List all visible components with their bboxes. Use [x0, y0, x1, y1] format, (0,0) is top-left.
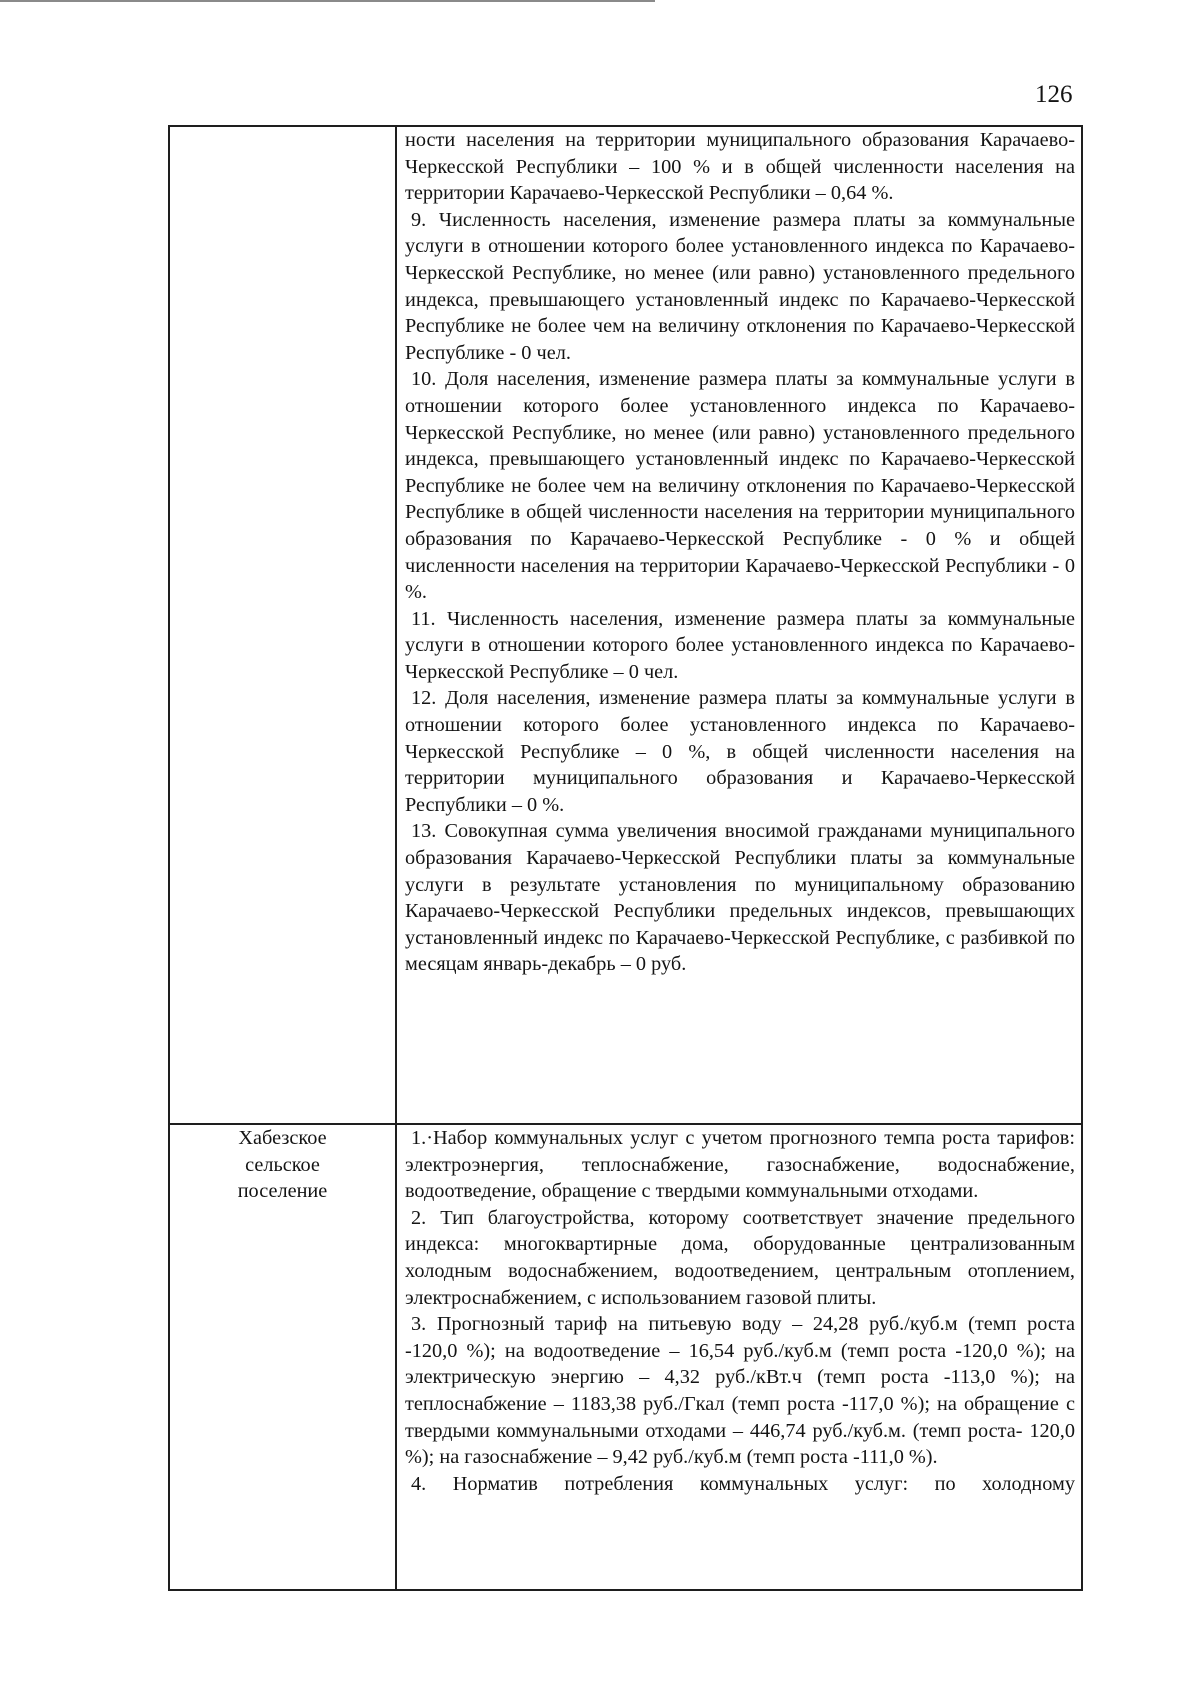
- description-cell: [396, 1124, 1082, 1590]
- page-number: 126: [1035, 81, 1073, 108]
- paragraph: 10. Доля населения, изменение размера платы за коммунальные услуги в отношении которого более установленного индекса по Карачаево-Черкесской Республике, но менее (или равно) установленного предельного индекса, превышающего установленный индекс по Карачаево-Черкесской Республике не более чем на величину отклонения по Карачаево-Черкесской Республике в общей численности населения на территории муниципального образования по Карачаево-Черкесской Республике - 0 % и общей численности населения на территории Карачаево-Черкесской Республики - 0 %.: [405, 368, 1075, 604]
- paragraph: 2. Тип благоустройства, которому соответствует значение предельного индекса: многоквартирные дома, оборудованные централизованным холодным водоснабжением, водоотведением, центральным отоплением, электроснабжением, с использованием газовой плиты.: [405, 1206, 1075, 1309]
- paragraph: ности населения на территории муниципального образования Карачаево-Черкесской Республики – 100 % и в общей численности населения на территории Карачаево-Черкесской Республики – 0,64 %.: [405, 129, 1075, 205]
- table-row: [169, 1124, 1082, 1590]
- indices-table: [168, 125, 1083, 1591]
- paragraph: 12. Доля населения, изменение размера платы за коммунальные услуги в отношении которого более установленного индекса по Карачаево-Черкесской Республике – 0 %, в общей численности населения на территории муниципального образования и Карачаево-Черкесской Республики – 0 %.: [405, 687, 1075, 816]
- table-row: [169, 126, 1082, 1124]
- settlement-name: Хабезское сельское поселение: [237, 1127, 328, 1203]
- paragraph: 11. Численность населения, изменение размера платы за коммунальные услуги в отношении которого более установленного индекса по Карачаево-Черкесской Республике – 0 чел.: [405, 607, 1075, 683]
- paragraph: 4. Норматив потребления коммунальных услуг: по холодному: [411, 1472, 1075, 1495]
- settlement-cell: [169, 1124, 396, 1590]
- paragraph: 3. Прогнозный тариф на питьевую воду – 24,28 руб./куб.м (темп роста -120,0 %); на водоотведение – 16,54 руб./куб.м (темп роста -120,0 %); на электрическую энергию – 4,32 руб./кВт.ч (темп роста -113,0 %); на теплоснабжение – 1183,38 руб./Гкал (темп роста -117,0 %); на обращение с твердыми коммунальными отходами – 446,74 руб./куб.м. (темп роста- 120,0 %); на газоснабжение – 9,42 руб./куб.м (темп роста -111,0 %).: [405, 1313, 1075, 1469]
- settlement-cell: [169, 126, 396, 1124]
- paragraph: 9. Численность населения, изменение размера платы за коммунальные услуги в отношении которого более установленного индекса по Карачаево-Черкесской Республике, но менее (или равно) установленного предельного индекса, превышающего установленный индекс по Карачаево-Черкесской Республике не более чем на величину отклонения по Карачаево-Черкесской Республике - 0 чел.: [405, 208, 1075, 364]
- description-cell: [396, 126, 1082, 1124]
- paragraph: 13. Совокупная сумма увеличения вносимой гражданами муниципального образования Карачаево-Черкесской Республики платы за коммунальные услуги в результате установления по муниципальному образованию Карачаево-Черкесской Республики предельных индексов, превышающих установленный индекс по Карачаево-Черкесской Республике, с разбивкой по месяцам январь-декабрь – 0 руб.: [405, 820, 1075, 976]
- scan-edge-line: [0, 0, 655, 2]
- paragraph: 1.·Набор коммунальных услуг с учетом прогнозного темпа роста тарифов: электроэнергия, теплоснабжение, газоснабжение, водоснабжение, водоотведение, обращение с твердыми коммунальными отходами.: [405, 1127, 1075, 1203]
